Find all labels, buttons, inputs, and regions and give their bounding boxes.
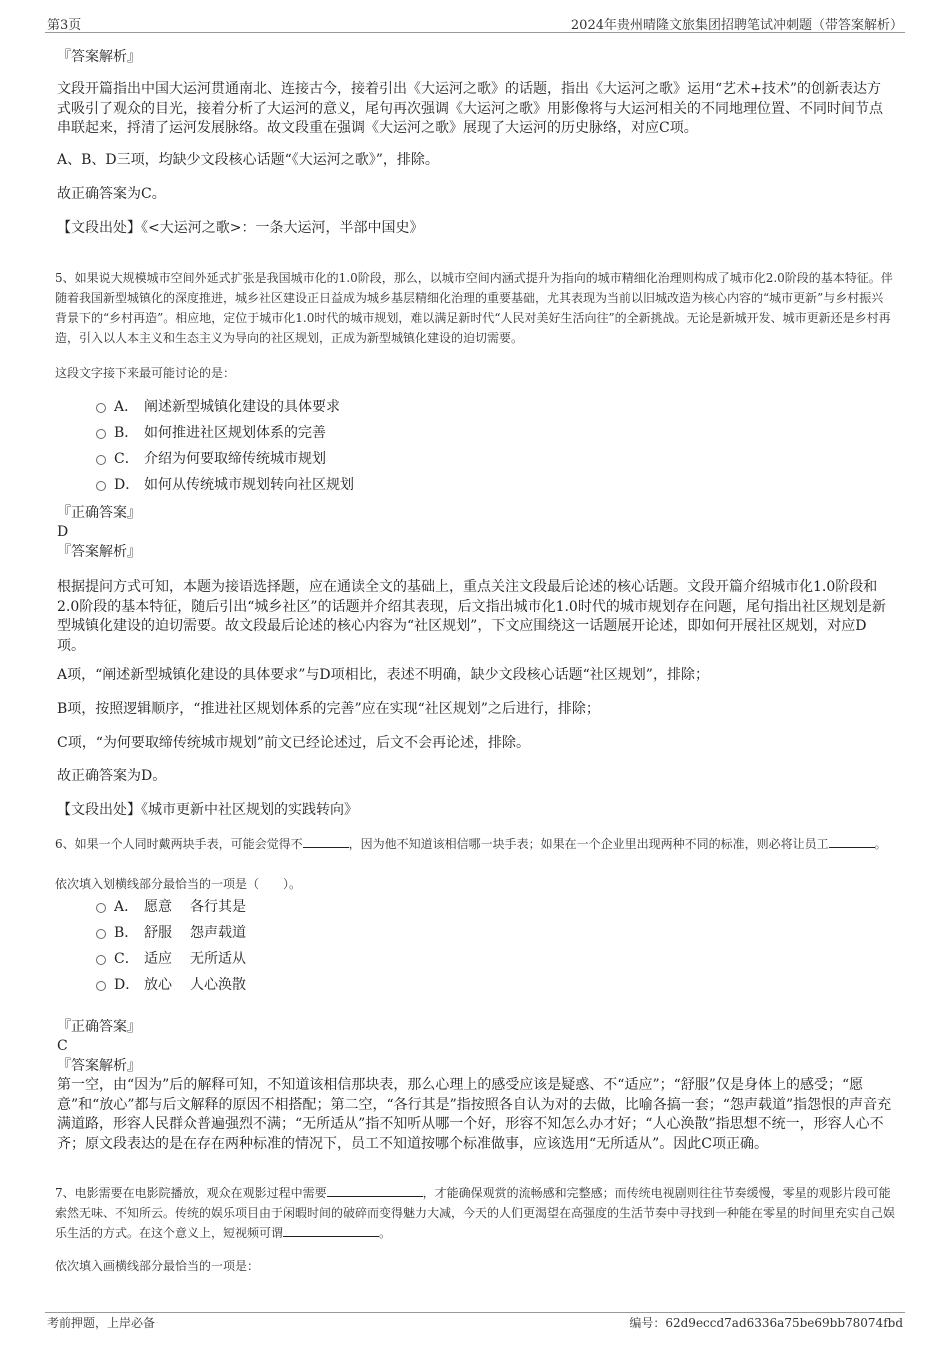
q6-stem-part: 。 [874, 837, 887, 851]
radio-icon[interactable] [96, 455, 106, 465]
q7-stem [55, 1183, 895, 1243]
option-letter: B． [114, 425, 139, 441]
option-word-2: 人心涣散 [190, 977, 246, 993]
page-number: 第3页 [47, 18, 82, 33]
q6-stem [55, 834, 895, 854]
q7-stem-part: 7、电影需要在电影院播放，观众在观影过程中需要 [55, 1186, 327, 1200]
q5-ask: 这段文字接下来最可能讨论的是： [55, 366, 236, 380]
radio-icon[interactable] [96, 929, 106, 939]
option-text: 介绍为何要取缔传统城市规划 [144, 451, 326, 467]
footer-divider [45, 1312, 905, 1313]
q6-answer: C [57, 1038, 68, 1054]
q4-analysis-p2: A、B、D三项，均缺少文段核心话题“《大运河之歌》”，排除。 [57, 152, 439, 168]
blank-1 [327, 1183, 423, 1197]
blank-2 [283, 1223, 379, 1237]
q5-analysis-a: A项，“阐述新型城镇化建设的具体要求”与D项相比，表述不明确，缺少文段核心话题“社区规划”，排除； [57, 667, 709, 683]
q7-ask: 依次填入画横线部分最恰当的一项是： [55, 1259, 260, 1273]
q6-stem-part: ，因为他不知道该相信哪一块手表；如果在一个企业里出现两种不同的标准，则必将让员工 [348, 837, 829, 851]
option-letter: A． [114, 899, 139, 915]
q6-option-d[interactable] [96, 975, 246, 995]
option-text: 阐述新型城镇化建设的具体要求 [144, 399, 340, 415]
option-letter: B． [114, 925, 139, 941]
q4-source [57, 219, 423, 239]
q6-stem-part: 6、如果一个人同时戴两块手表，可能会觉得不 [55, 837, 303, 851]
q4-source-title: 《<大运河之歌>：一条大运河，半部中国史》 [141, 220, 424, 236]
option-word-1: 放心 [144, 977, 172, 993]
option-text: 如何推进社区规划体系的完善 [144, 425, 326, 441]
q5-source-title: 《城市更新中社区规划的实践转向》 [141, 802, 358, 818]
header-divider [45, 32, 905, 33]
q6-analysis-label: 『答案解析』 [57, 1058, 141, 1074]
q6-ask: 依次填入划横线部分最恰当的一项是（ ）。 [55, 877, 302, 891]
radio-icon[interactable] [96, 955, 106, 965]
blank-1 [303, 834, 349, 848]
radio-icon[interactable] [96, 481, 106, 491]
q5-option-a[interactable] [96, 397, 340, 417]
option-word-2: 无所适从 [190, 951, 246, 967]
q5-analysis-label: 『答案解析』 [57, 544, 141, 560]
q5-option-c[interactable] [96, 449, 326, 469]
blank-2 [829, 834, 875, 848]
option-letter: D． [114, 977, 140, 993]
source-label: 【文段出处】 [57, 802, 141, 818]
option-letter: A． [114, 399, 139, 415]
option-word-1: 舒服 [144, 925, 172, 941]
option-word-2: 怨声载道 [190, 925, 246, 941]
option-word-1: 愿意 [144, 899, 172, 915]
q5-option-b[interactable] [96, 423, 326, 443]
document-title: 2024年贵州晴隆文旅集团招聘笔试冲刺题（带答案解析） [570, 18, 903, 33]
q5-source [57, 801, 358, 821]
q5-analysis-b: B项，按照逻辑顺序，“推进社区规划体系的完善”应在实现“社区规划”之后进行，排除； [57, 701, 600, 717]
radio-icon[interactable] [96, 403, 106, 413]
source-label: 【文段出处】 [57, 220, 141, 236]
q4-analysis-p1: 文段开篇指出中国大运河贯通南北、连接古今，接着引出《大运河之歌》的话题，指出《大运河之歌》运用“艺术+技术”的创新表达方式吸引了观众的目光，接着分析了大运河的意义，尾句再次强调《大运河之歌》用影像将与大运河相关的不同地理位置、不同时间节点串联起来，捋清了运河发展脉络。故文段重在强调《大运河之歌》展现了大运河的历史脉络，对应C项。 [57, 81, 883, 136]
q7-stem-part: ，才能确保观赏的流畅感和完整感；而传统电视剧则往往节奏缓慢，零星的观影片段可能索然无味、不知所云。传统的娱乐项目由于闲暇时间的破碎而变得魅力大减，今天的人们更渴望在高强度的生活节奏中寻找到一种能在零星的时间里充实自己娱乐生活的方式。在这个意义上，短视频可谓 [55, 1186, 896, 1240]
option-letter: C． [114, 451, 139, 467]
q6-option-c[interactable] [96, 949, 246, 969]
q4-conclusion: 故正确答案为C。 [57, 186, 166, 202]
radio-icon[interactable] [96, 981, 106, 991]
option-letter: D． [114, 477, 140, 493]
footer-slogan: 考前押题，上岸必备 [47, 1316, 156, 1330]
q5-option-d[interactable] [96, 475, 354, 495]
q5-correct-label: 『正确答案』 [57, 505, 141, 521]
q7-stem-part: 。 [379, 1226, 392, 1240]
option-letter: C． [114, 951, 139, 967]
radio-icon[interactable] [96, 903, 106, 913]
q5-analysis-c: C项，“为何要取缔传统城市规划”前文已经论述过，后文不会再论述，排除。 [57, 735, 531, 751]
q5-answer: D [57, 524, 69, 540]
q6-option-a[interactable] [96, 897, 246, 917]
option-word-2: 各行其是 [190, 899, 246, 915]
option-word-1: 适应 [144, 951, 172, 967]
q6-analysis: 第一空，由“因为”后的解释可知，不知道该相信那块表，那么心理上的感受应该是疑惑、不“适应”；“舒服”仅是身体上的感受；“愿意”和“放心”都与后文解释的原因不相搭配；第二空，“各行其是”指按照各自认为对的去做，比喻各搞一套；“怨声载道”指怨恨的声音充满道路，形容人民群众普遍强烈不满；“无所适从”指不知听从哪一个好，形容不知怎么办才好；“人心涣散”指思想不统一，形容人心不齐；原文段表达的是在存在两种标准的情况下，员工不知道按哪个标准做事，应该选用“无所适从”。因此C项正确。 [57, 1077, 892, 1152]
q5-stem: 5、如果说大规模城市空间外延式扩张是我国城市化的1.0阶段，那么，以城市空间内涵式提升为指向的城市精细化治理则构成了城市化2.0阶段的基本特征。伴随着我国新型城镇化的深度推进，城乡社区建设正日益成为城乡基层精细化治理的重要基础，尤其表现为当前以旧城改造为核心内容的“城市更新”与乡村振兴背景下的“乡村再造”。相应地，定位于城市化1.0时代的城市规划，难以满足新时代“人民对美好生活向往”的全新挑战。无论是新城开发、城市更新还是乡村再造，引入以人本主义和生态主义为导向的社区规划，正成为新型城镇化建设的迫切需要。 [55, 271, 893, 345]
radio-icon[interactable] [96, 429, 106, 439]
q6-correct-label: 『正确答案』 [57, 1019, 141, 1035]
q4-analysis-label: 『答案解析』 [57, 49, 141, 65]
option-text: 如何从传统城市规划转向社区规划 [144, 477, 354, 493]
q6-option-b[interactable] [96, 923, 246, 943]
q5-analysis-p1: 根据提问方式可知，本题为接语选择题，应在通读全文的基础上，重点关注文段最后论述的核心话题。文段开篇介绍城市化1.0阶段和2.0阶段的基本特征，随后引出“城乡社区”的话题并介绍其表现，后文指出城市化1.0时代的城市规划存在问题，尾句指出社区规划是新型城镇化建设的迫切需要。故文段最后论述的核心内容为“社区规划”，下文应围绕这一话题展开论述，即如何开展社区规划，对应D项。 [57, 579, 886, 654]
document-id: 编号：62d9eccd7ad6336a75be69bb78074fbd [629, 1316, 903, 1330]
q5-conclusion: 故正确答案为D。 [57, 768, 167, 784]
